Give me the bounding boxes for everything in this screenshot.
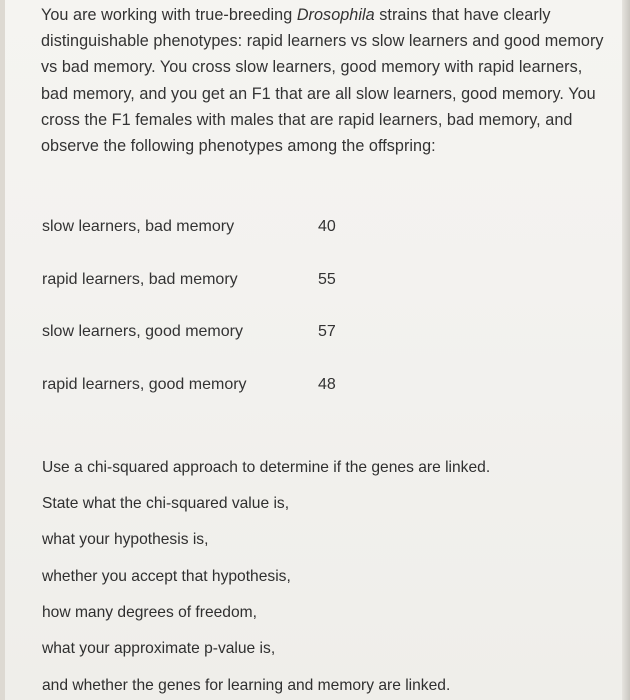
problem-intro [41,2,611,159]
offspring-row [42,376,342,400]
question-line: how many degrees of freedom, [42,604,257,621]
offspring-count: 55 [318,271,336,288]
intro-species-name: Drosophila [296,6,375,24]
offspring-count: 40 [318,218,336,235]
phenotype-label: slow learners, good memory [42,323,243,340]
page-right-edge [622,0,630,700]
offspring-count: 57 [318,323,336,340]
offspring-row [42,323,342,347]
page-left-edge [0,0,5,700]
question-line: Use a chi-squared approach to determine if the genes are linked. [42,459,491,476]
offspring-row [42,271,342,295]
question-line: and whether the genes for learning and memory are linked. [42,677,451,694]
offspring-row [42,218,342,242]
offspring-count: 48 [318,376,336,393]
question-line: whether you accept that hypothesis, [42,568,291,585]
question-line: State what the chi-squared value is, [42,495,290,512]
phenotype-label: rapid learners, bad memory [42,271,238,288]
question-line: what your approximate p-value is, [42,640,276,657]
intro-text-start: You are working with true-breeding [41,6,297,24]
phenotype-label: rapid learners, good memory [42,376,247,393]
question-line: what your hypothesis is, [42,531,209,548]
intro-text-rest: strains that have clearly distinguishable phenotypes: rapid learners vs slow learners and good memory vs bad memory. You cross slow learners, good memory with rapid learners, bad memory, and you get an F1 that are all slow learners, good memory. You cross the F1 females with males that are rapid learners, bad memory, and observe the following phenotypes among the offspring: [41,6,604,156]
phenotype-label: slow learners, bad memory [42,218,235,235]
